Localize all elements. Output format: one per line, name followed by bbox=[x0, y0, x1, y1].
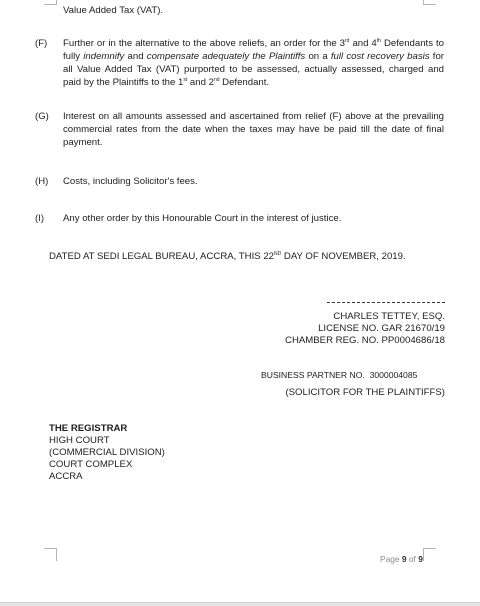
addressee-line: ACCRA bbox=[49, 471, 83, 482]
chamber-reg-number: CHAMBER REG. NO. PP0004686/18 bbox=[285, 335, 445, 346]
page-number-footer: Page 9 of 9 bbox=[380, 554, 423, 564]
page-corner-mark bbox=[44, 548, 57, 561]
top-line: Value Added Tax (VAT). bbox=[63, 5, 164, 16]
addressee-line: COURT COMPLEX bbox=[49, 459, 133, 470]
item-label-i: (I) bbox=[35, 213, 45, 224]
item-label-h: (H) bbox=[35, 176, 49, 187]
item-text-h: Costs, including Solicitor's fees. bbox=[63, 176, 198, 187]
solicitor-role: (SOLICITOR FOR THE PLAINTIFFS) bbox=[285, 387, 445, 398]
signature-line bbox=[327, 302, 445, 303]
page-corner-mark bbox=[44, 0, 57, 5]
license-number: LICENSE NO. GAR 21670/19 bbox=[318, 323, 445, 334]
dated-line: DATED AT SEDI LEGAL BUREAU, ACCRA, THIS 22ND DAY OF NOVEMBER, 2019. bbox=[49, 251, 406, 262]
item-text-f: Further or in the alternative to the above reliefs, an order for the 3rd and 4th Defendants to fully indemnify and compensate adequately the Plaintiffs on a full cost recovery basis for all Value Added Tax (VAT) purported to be assessed, actually assessed, charged and paid by the Plaintiffs to the 1st and 2nd Defendant. bbox=[63, 38, 444, 88]
item-label-f: (F) bbox=[35, 38, 48, 49]
item-text-g: Interest on all amounts assessed and ascertained from relief (F) above at the prevailing commercial rates from the date when the taxes may have be paid till the date of final payment. bbox=[63, 111, 444, 148]
addressee-title: THE REGISTRAR bbox=[49, 423, 128, 434]
business-partner-line: BUSINESS PARTNER NO. 3000004085 bbox=[261, 370, 418, 380]
page-corner-mark bbox=[423, 548, 436, 561]
page-corner-mark bbox=[423, 0, 436, 5]
addressee-line: HIGH COURT bbox=[49, 435, 110, 446]
item-label-g: (G) bbox=[35, 111, 49, 122]
addressee-line: (COMMERCIAL DIVISION) bbox=[49, 447, 165, 458]
viewer-bottom-edge bbox=[0, 602, 480, 606]
item-text-i: Any other order by this Honourable Court in the interest of justice. bbox=[63, 213, 342, 224]
signatory-name: CHARLES TETTEY, ESQ. bbox=[333, 311, 445, 322]
